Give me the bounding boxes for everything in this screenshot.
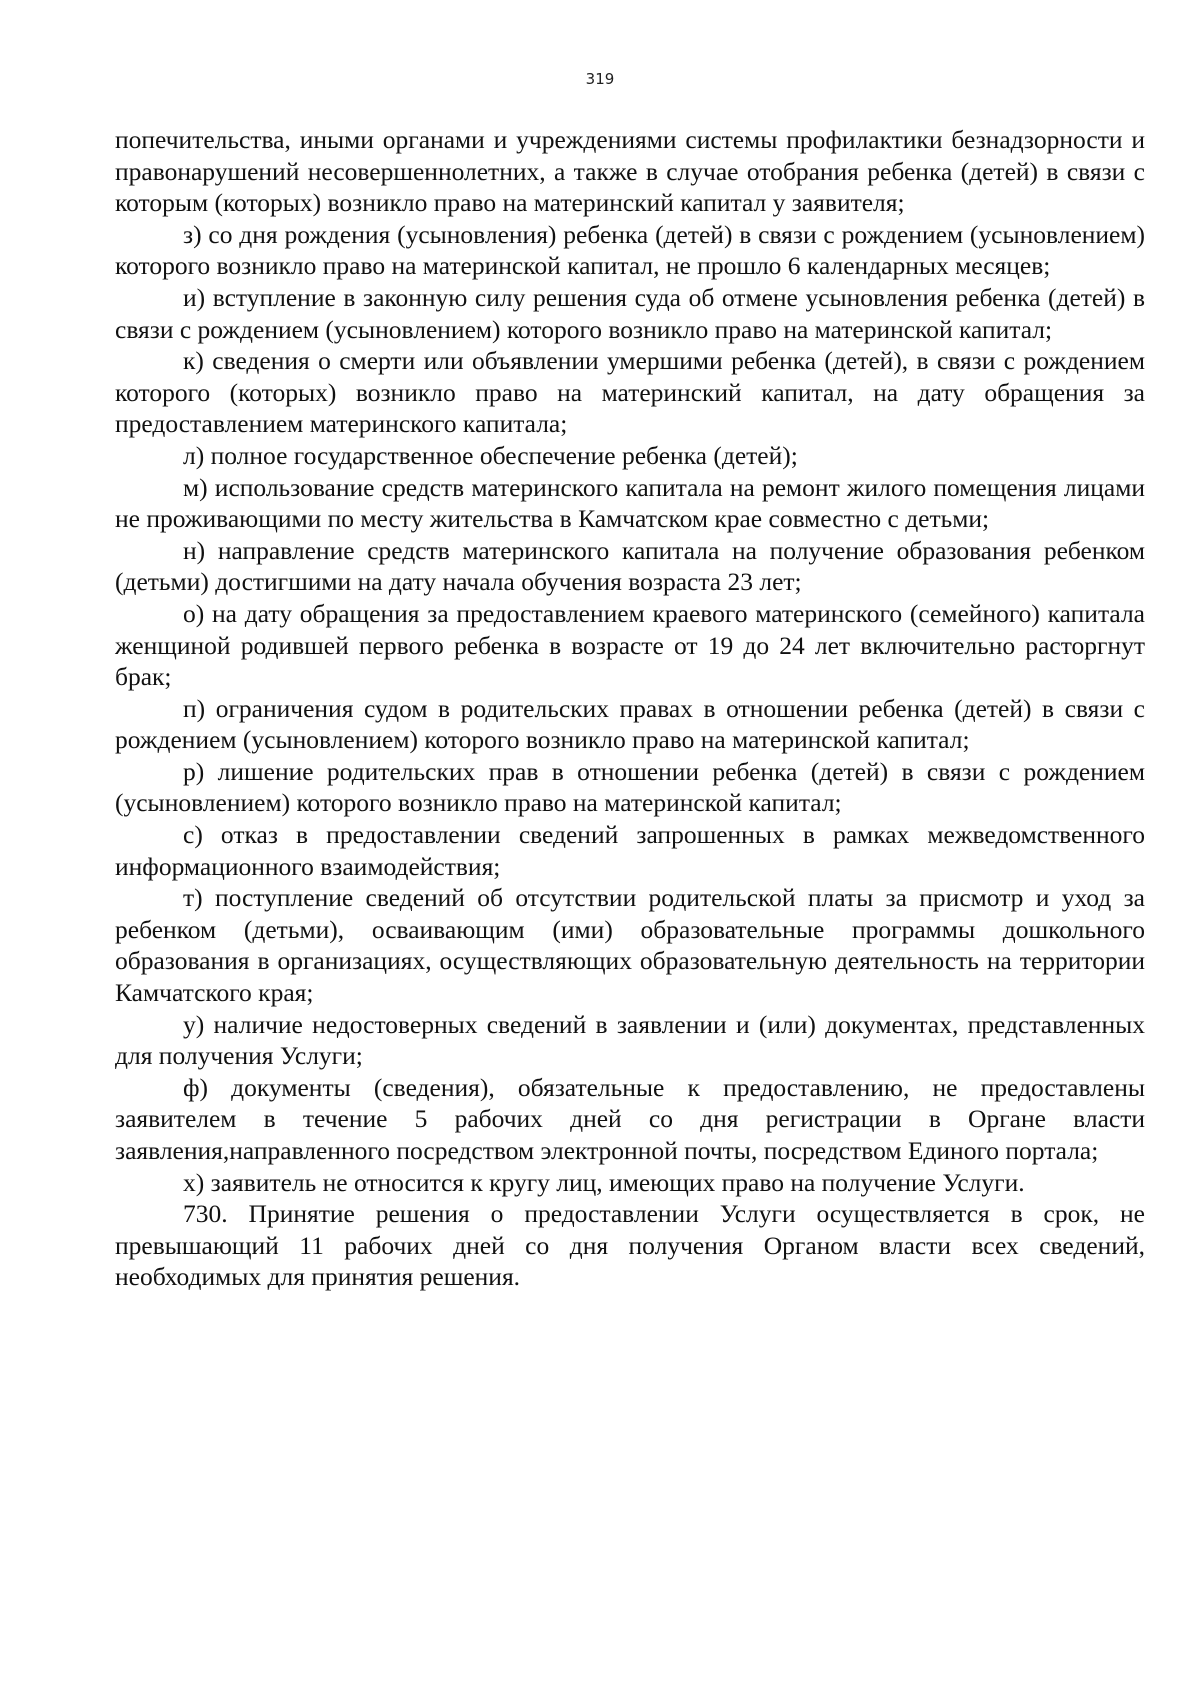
list-item-s: с) отказ в предоставлении сведений запрошенных в рамках межведомственного информационного взаимодействия; bbox=[115, 820, 1145, 881]
list-item-z: з) со дня рождения (усыновления) ребенка (детей) в связи с рождением (усыновлением) которого возникло право на материнской капитал, не прошло 6 календарных месяцев; bbox=[115, 219, 1145, 281]
list-item-k: к) сведения о смерти или объявлении умершими ребенка (детей), в связи с рождением которого (которых) возникло право на материнский капитал, на дату обращения за предоставлением материнского капитала; bbox=[115, 346, 1145, 439]
list-item-t: т) поступление сведений об отсутствии родительской платы за присмотр и уход за ребенком (детьми), осваивающим (ими) образовательные программы дошкольного образования в организациях, осуществляющих образовательную деятельность на территории Камчатского края; bbox=[115, 883, 1145, 1008]
list-item-f: ф) документы (сведения), обязательные к предоставлению, не предоставлены заявителем в течение 5 рабочих дней со дня регистрации в Органе власти заявления,направленного посредством электронной почты, посредством Единого портала; bbox=[115, 1072, 1145, 1165]
paragraph-730: 730. Принятие решения о предоставлении Услуги осуществляется в срок, не превышающий 11 рабочих дней со дня получения Органом власти всех сведений, необходимых для принятия решения. bbox=[115, 1199, 1145, 1292]
list-item-o: о) на дату обращения за предоставлением краевого материнского (семейного) капитала женщиной родившей первого ребенка в возрасте от 19 до 24 лет включительно расторгнут брак; bbox=[115, 598, 1145, 692]
list-item-r: р) лишение родительских прав в отношении ребенка (детей) в связи с рождением (усыновлением) которого возникло право на материнской капитал; bbox=[115, 756, 1145, 818]
paragraph-continuation: попечительства, иными органами и учреждениями системы профилактики безнадзорности и правонарушений несовершеннолетних, а также в случае отобрания ребенка (детей) в связи с которым (которых) возникло право на материнский капитал у заявителя; bbox=[115, 125, 1145, 218]
list-item-u: у) наличие недостоверных сведений в заявлении и (или) документах, представленных для получения Услуги; bbox=[115, 1009, 1145, 1071]
list-item-l: л) полное государственное обеспечение ребенка (детей); bbox=[183, 440, 798, 470]
list-item-m: м) использование средств материнского капитала на ремонт жилого помещения лицами не проживающими по месту жительства в Камчатском крае совместно с детьми; bbox=[115, 472, 1145, 534]
list-item-kh: х) заявитель не относится к кругу лиц, имеющих право на получение Услуги. bbox=[183, 1167, 1025, 1197]
list-item-n: н) направление средств материнского капитала на получение образования ребенком (детьми) достигшими на дату начала обучения возраста 23 лет; bbox=[115, 535, 1145, 597]
document-body bbox=[115, 124, 1145, 1293]
list-item-p: п) ограничения судом в родительских правах в отношении ребенка (детей) в связи с рождением (усыновлением) которого возникло право на материнской капитал; bbox=[115, 693, 1145, 755]
page-number: 319 bbox=[585, 70, 615, 88]
list-item-i: и) вступление в законную силу решения суда об отмене усыновления ребенка (детей) в связи с рождением (усыновлением) которого возникло право на материнской капитал; bbox=[115, 282, 1145, 344]
